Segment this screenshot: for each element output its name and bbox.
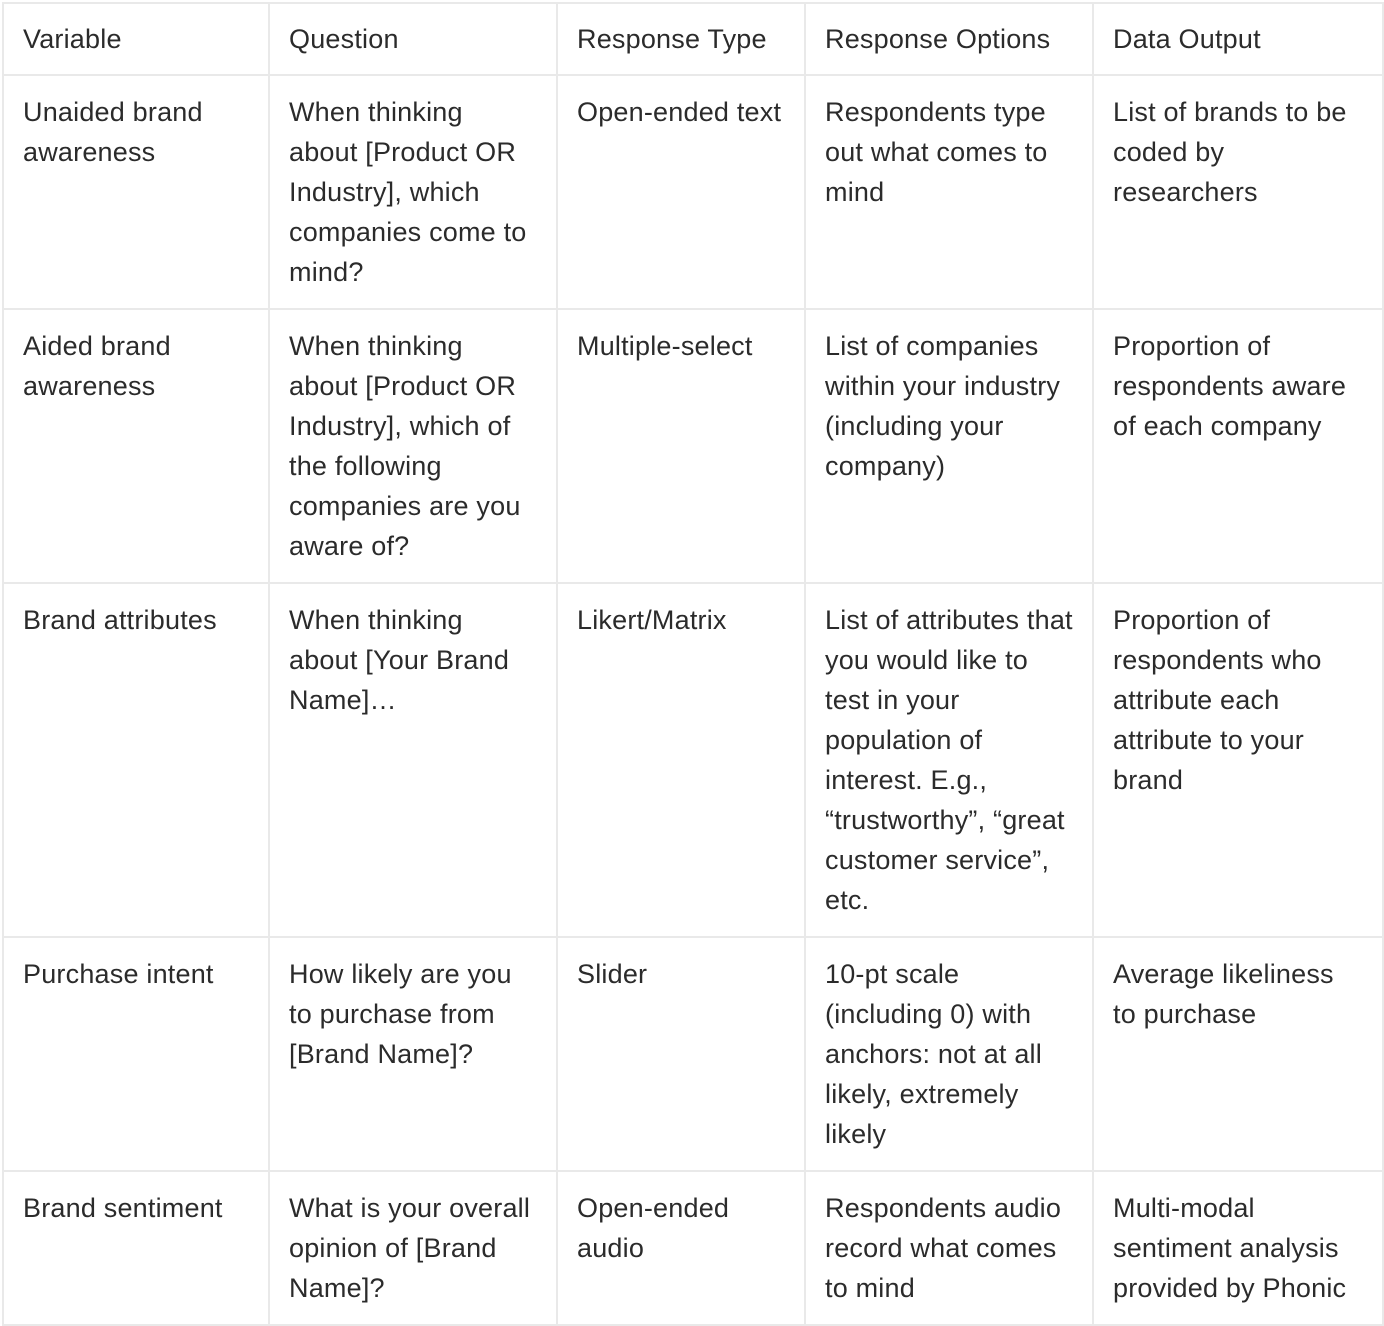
cell-question: How likely are you to purchase from [Brand Name]? [269, 937, 557, 1171]
cell-data-output: Proportion of respondents aware of each company [1093, 309, 1383, 583]
cell-response-type: Slider [557, 937, 805, 1171]
table-header-row [3, 3, 1383, 75]
cell-question: When thinking about [Product OR Industry], which of the following companies are you aware of? [269, 309, 557, 583]
cell-variable: Aided brand awareness [3, 309, 269, 583]
cell-question: What is your overall opinion of [Brand Name]? [269, 1171, 557, 1325]
cell-response-type: Open-ended audio [557, 1171, 805, 1325]
table-row [3, 309, 1383, 583]
cell-data-output: Average likeliness to purchase [1093, 937, 1383, 1171]
cell-response-type: Likert/Matrix [557, 583, 805, 937]
cell-response-type: Multiple-select [557, 309, 805, 583]
cell-variable: Unaided brand awareness [3, 75, 269, 309]
cell-response-options: Respondents type out what comes to mind [805, 75, 1093, 309]
cell-data-output: Multi-modal sentiment analysis provided by Phonic [1093, 1171, 1383, 1325]
cell-variable: Purchase intent [3, 937, 269, 1171]
table-row [3, 937, 1383, 1171]
cell-variable: Brand sentiment [3, 1171, 269, 1325]
cell-response-options: List of attributes that you would like to test in your population of interest. E.g., “trustworthy”, “great customer service”, etc. [805, 583, 1093, 937]
cell-response-options: List of companies within your industry (including your company) [805, 309, 1093, 583]
table-row [3, 583, 1383, 937]
header-data-output: Data Output [1093, 3, 1383, 75]
cell-response-type: Open-ended text [557, 75, 805, 309]
header-variable: Variable [3, 3, 269, 75]
cell-data-output: Proportion of respondents who attribute each attribute to your brand [1093, 583, 1383, 937]
survey-table-container [2, 2, 1382, 1326]
table-row [3, 75, 1383, 309]
cell-response-options: 10-pt scale (including 0) with anchors: not at all likely, extremely likely [805, 937, 1093, 1171]
cell-question: When thinking about [Your Brand Name]… [269, 583, 557, 937]
cell-question: When thinking about [Product OR Industry], which companies come to mind? [269, 75, 557, 309]
header-response-options: Response Options [805, 3, 1093, 75]
header-question: Question [269, 3, 557, 75]
header-response-type: Response Type [557, 3, 805, 75]
table-row [3, 1171, 1383, 1325]
cell-response-options: Respondents audio record what comes to mind [805, 1171, 1093, 1325]
cell-variable: Brand attributes [3, 583, 269, 937]
survey-variables-table [2, 2, 1384, 1326]
cell-data-output: List of brands to be coded by researchers [1093, 75, 1383, 309]
